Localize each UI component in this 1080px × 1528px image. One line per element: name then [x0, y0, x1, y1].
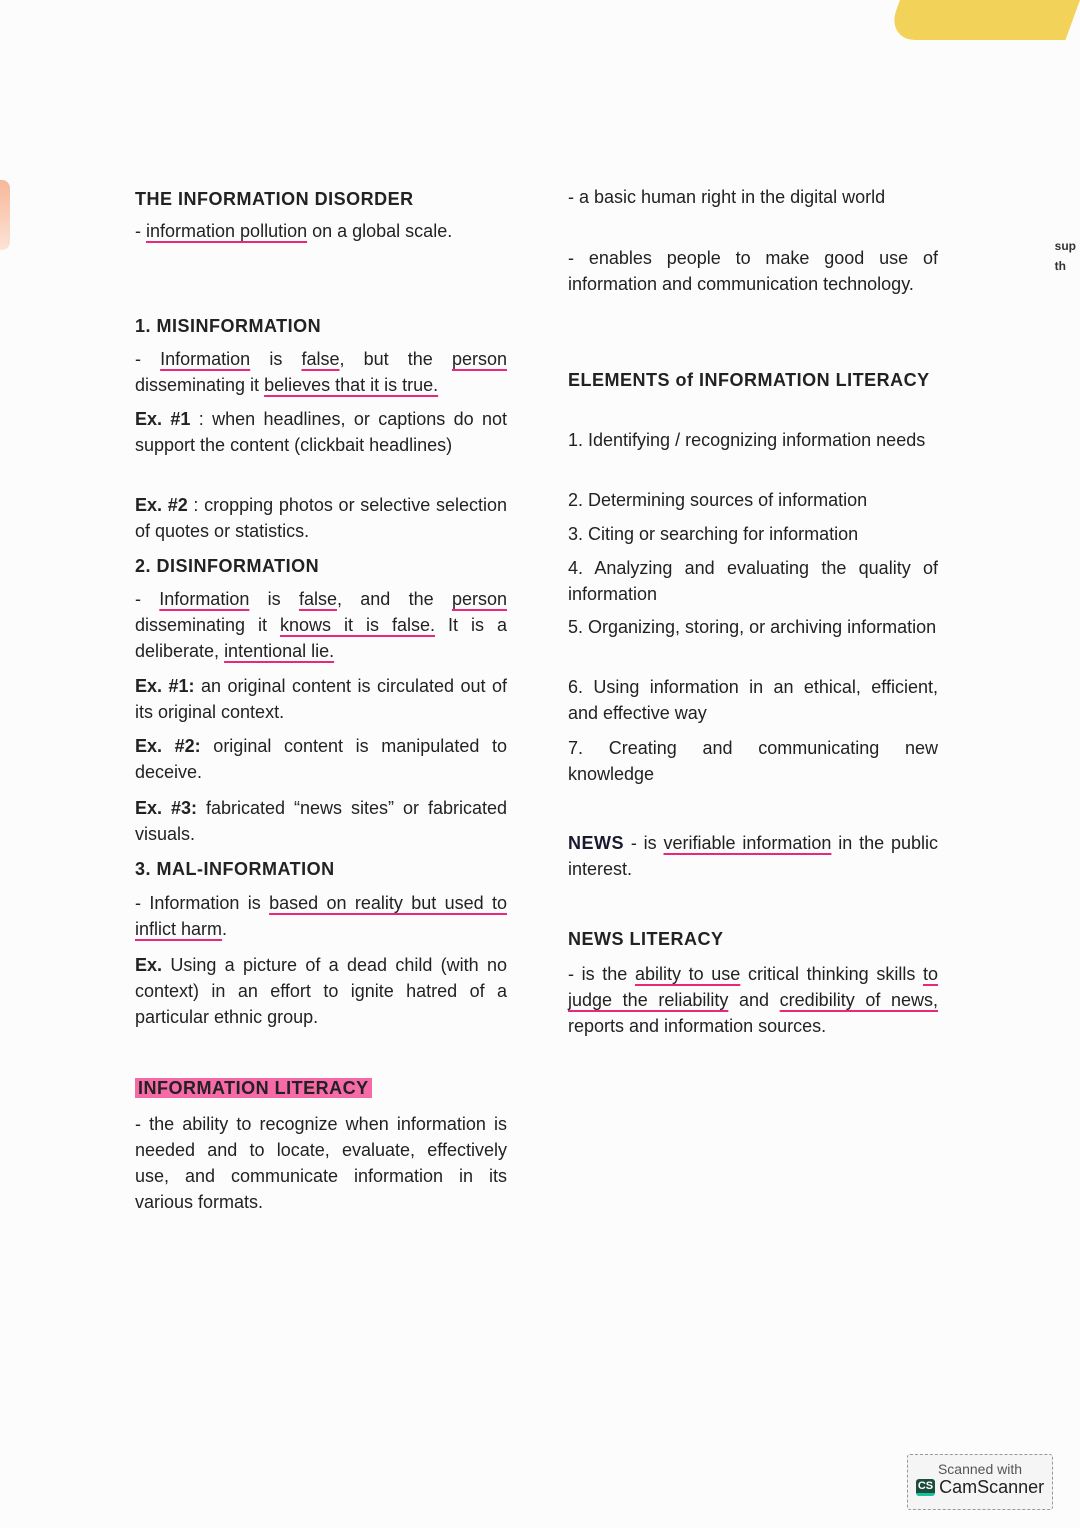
edge-text: sup	[1054, 239, 1076, 253]
paragraph	[135, 406, 507, 458]
section-heading	[135, 856, 507, 882]
camscanner-logo-icon: CS	[916, 1479, 935, 1496]
text: - is the	[568, 964, 635, 984]
underlined-text: verifiable information	[663, 833, 832, 853]
text: critical thinking skills	[740, 964, 923, 984]
text: 2. Determining sources of information	[568, 490, 868, 510]
paragraph	[135, 492, 507, 544]
text: is	[249, 589, 299, 609]
paragraph	[568, 487, 938, 513]
adjacent-page-text	[1055, 236, 1076, 276]
text: NEWS	[568, 833, 624, 853]
text: Ex. #1	[135, 409, 191, 429]
text: 3. Citing or searching for information	[568, 524, 859, 544]
text: fabricated “news sites” or fabricated visuals.	[135, 798, 507, 844]
text: ELEMENTS of INFORMATION LITERACY	[568, 370, 930, 390]
text: - a basic human right in the digital world	[568, 187, 886, 207]
text: on a global scale.	[307, 221, 453, 241]
underlined-text: believes that it is true.	[264, 375, 439, 395]
text: Ex. #2	[135, 495, 188, 515]
watermark-brand: CamScanner	[939, 1477, 1045, 1497]
edge-text: th	[1054, 259, 1066, 273]
text: - the ability to recognize when information is needed and to locate, evaluate, effectively use, and communicate information in its various formats.	[135, 1114, 507, 1212]
camscanner-watermark	[907, 1454, 1053, 1510]
paragraph	[568, 521, 938, 547]
text: , and the	[336, 589, 452, 609]
paragraph	[568, 830, 938, 882]
text: and	[728, 990, 780, 1010]
paragraph	[135, 733, 507, 785]
paragraph	[135, 218, 507, 244]
section-heading	[135, 186, 507, 212]
text: disseminating it	[135, 375, 265, 395]
paragraph	[568, 614, 938, 640]
paragraph	[568, 674, 938, 726]
underlined-text: credibility of news,	[779, 990, 938, 1010]
underlined-text: knows it is false.	[280, 615, 436, 635]
paragraph	[568, 427, 938, 453]
underlined-text: false	[298, 589, 337, 609]
paragraph	[135, 346, 507, 398]
text: NEWS LITERACY	[568, 929, 724, 949]
text: It is a deliberate,	[135, 615, 507, 661]
underlined-text: ability to use	[634, 964, 741, 984]
underlined-text: Information	[159, 589, 250, 609]
text: Ex.	[135, 955, 163, 975]
text: 4. Analyzing and evaluating the quality of information	[568, 558, 938, 604]
paragraph	[135, 1111, 507, 1215]
text: Ex. #3:	[135, 798, 198, 818]
underlined-text: information pollution	[146, 221, 308, 241]
text: 2. DISINFORMATION	[135, 556, 320, 576]
paragraph	[568, 735, 938, 787]
text: Ex. #2:	[135, 736, 201, 756]
text: 6. Using information in an ethical, efficient, and effective way	[568, 677, 938, 723]
underlined-text: to judge the reliability	[568, 964, 938, 1010]
text: - is	[624, 833, 664, 853]
paragraph	[135, 795, 507, 847]
page-edge-mark	[0, 180, 10, 250]
paragraph	[135, 952, 507, 1030]
text: in the public interest.	[568, 833, 939, 879]
text: 7. Creating and communicating new knowledge	[568, 738, 938, 784]
text: -	[135, 221, 146, 241]
text: .	[222, 919, 228, 939]
paragraph	[568, 245, 938, 297]
text: is	[250, 349, 302, 369]
underlined-text: person	[451, 589, 507, 609]
paragraph	[135, 890, 507, 942]
underlined-text: Information	[160, 349, 251, 369]
text: THE INFORMATION DISORDER	[135, 189, 414, 209]
text: - enables people to make good use of information and communication technology.	[568, 248, 938, 294]
text: 5. Organizing, storing, or archiving information	[568, 617, 937, 637]
text: : cropping photos or selective selection of quotes or statistics.	[135, 495, 507, 541]
text: -	[135, 349, 161, 369]
text: Ex. #1:	[135, 676, 195, 696]
underlined-text: intentional lie.	[224, 641, 335, 661]
section-heading	[135, 553, 507, 579]
section-heading	[568, 926, 938, 952]
underlined-text: based on reality but used to inflict harm	[135, 893, 507, 939]
underlined-text: false	[301, 349, 340, 369]
text: disseminating it	[135, 615, 281, 635]
text: an original content is circulated out of its original context.	[135, 676, 507, 722]
section-heading	[568, 367, 938, 393]
paragraph	[568, 184, 938, 210]
paragraph	[568, 555, 938, 607]
text: 3. MAL-INFORMATION	[135, 859, 335, 879]
section-heading	[135, 1075, 507, 1101]
sticky-note-corner	[885, 0, 1080, 40]
text: original content is manipulated to deceive.	[135, 736, 507, 782]
text: reports and information sources.	[568, 1016, 827, 1036]
section-heading	[135, 313, 507, 339]
text: 1. Identifying / recognizing information needs	[568, 430, 926, 450]
text: 1. MISINFORMATION	[135, 316, 322, 336]
paragraph	[568, 961, 938, 1039]
highlighted-heading: INFORMATION LITERACY	[135, 1078, 372, 1098]
paragraph	[135, 673, 507, 725]
text: , but the	[339, 349, 452, 369]
text: Using a picture of a dead child (with no context) in an effort to ignite hatred of a particular ethnic group.	[135, 955, 507, 1027]
watermark-text: Scanned with	[937, 1461, 1023, 1477]
text: -	[135, 589, 160, 609]
text: : when headlines, or captions do not support the content (clickbait headlines)	[135, 409, 507, 455]
underlined-text: person	[451, 349, 507, 369]
paragraph	[135, 586, 507, 664]
text: - Information is	[135, 893, 270, 913]
